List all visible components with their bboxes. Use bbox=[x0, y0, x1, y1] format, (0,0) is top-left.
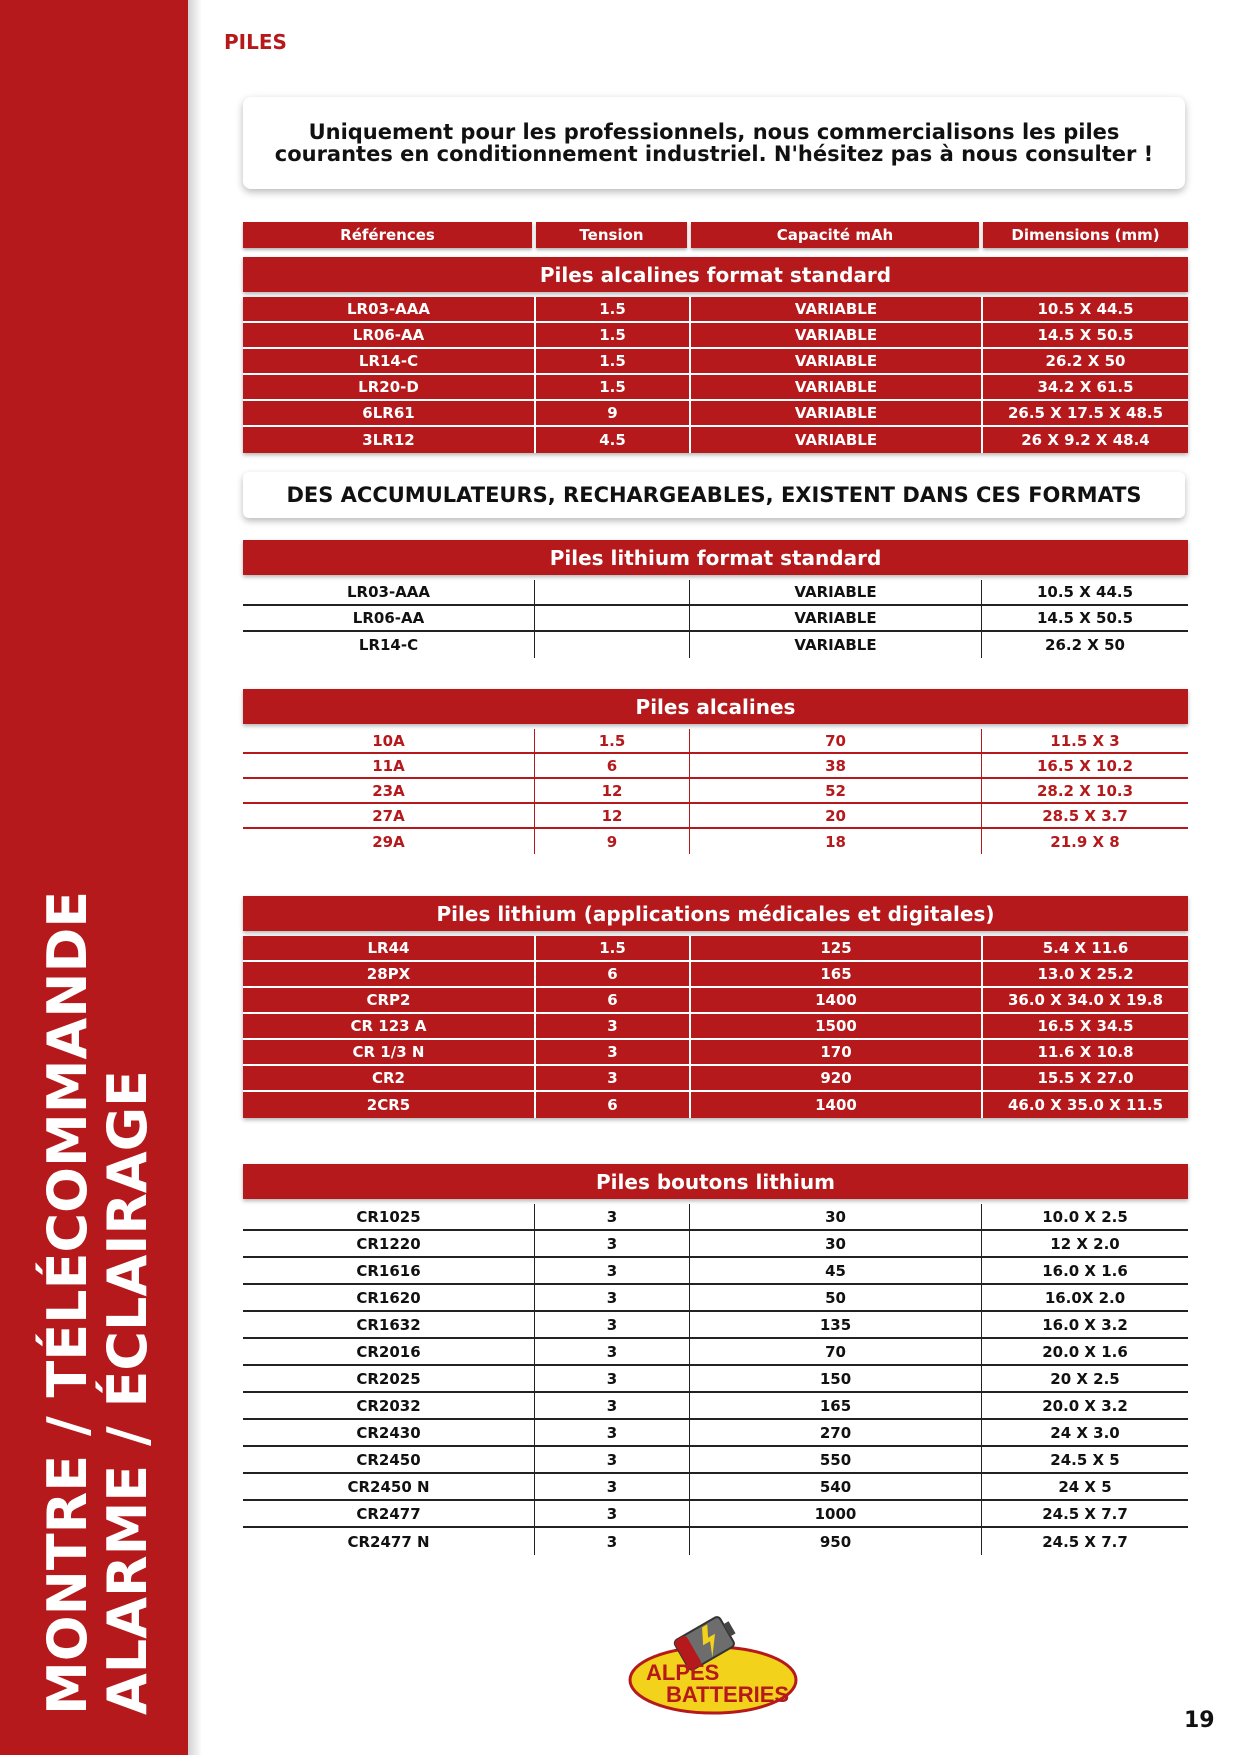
table-row bbox=[243, 427, 1188, 453]
cell-reference: CR2032 bbox=[356, 1396, 421, 1415]
side-title bbox=[38, 755, 158, 1715]
cell-dimensions: 16.0X 2.0 bbox=[981, 1285, 1188, 1310]
table-row bbox=[243, 1501, 1188, 1528]
page-number: 19 bbox=[1184, 1708, 1215, 1733]
cell-reference: LR06-AA bbox=[352, 326, 425, 344]
cell-tension: 12 bbox=[534, 779, 689, 802]
section-label: PILES bbox=[224, 30, 287, 54]
cell-reference: 11A bbox=[372, 756, 405, 775]
table-row bbox=[243, 1014, 1188, 1040]
cell-capacite: 540 bbox=[689, 1474, 981, 1499]
cell-dimensions: 24.5 X 7.7 bbox=[981, 1528, 1188, 1555]
cell-reference: CR 123 A bbox=[350, 1017, 427, 1035]
cell-reference: LR44 bbox=[367, 939, 410, 957]
cell-dimensions: 20 X 2.5 bbox=[981, 1366, 1188, 1391]
cell-capacite: 1500 bbox=[689, 1014, 981, 1038]
data-table bbox=[243, 936, 1188, 1118]
cell-dimensions: 16.5 X 34.5 bbox=[981, 1014, 1188, 1038]
cell-dimensions: 10.0 X 2.5 bbox=[981, 1204, 1188, 1229]
cell-capacite: 30 bbox=[689, 1204, 981, 1229]
cell-dimensions: 26.2 X 50 bbox=[981, 349, 1188, 373]
cell-reference: LR06-AA bbox=[352, 609, 425, 627]
side-title-line-2: ALARME / ÉCLAIRAGE bbox=[96, 1070, 159, 1715]
table-row bbox=[243, 1258, 1188, 1285]
cell-tension: 1.5 bbox=[534, 323, 689, 347]
cell-dimensions: 15.5 X 27.0 bbox=[981, 1066, 1188, 1090]
cell-reference: 23A bbox=[372, 781, 405, 800]
cell-reference: CR 1/3 N bbox=[352, 1043, 425, 1061]
cell-tension bbox=[534, 632, 689, 658]
cell-capacite: 920 bbox=[689, 1066, 981, 1090]
cell-dimensions: 13.0 X 25.2 bbox=[981, 962, 1188, 986]
cell-reference: 29A bbox=[372, 832, 405, 851]
cell-dimensions: 26.2 X 50 bbox=[981, 632, 1188, 658]
table-row bbox=[243, 729, 1188, 754]
section-title: Piles boutons lithium bbox=[243, 1164, 1188, 1199]
cell-reference: CRP2 bbox=[366, 991, 411, 1009]
cell-capacite: 50 bbox=[689, 1285, 981, 1310]
intro-text: Uniquement pour les professionnels, nous commercialisons les piles courantes en conditionnement industriel. N'hésitez pas à nous consulter ! bbox=[274, 120, 1154, 166]
section-boutons-lithium bbox=[243, 1164, 1188, 1555]
cell-capacite: VARIABLE bbox=[689, 323, 981, 347]
table-row bbox=[243, 1393, 1188, 1420]
cell-reference: LR03-AAA bbox=[346, 300, 431, 318]
logo-text-line2: BATTERIES bbox=[666, 1682, 790, 1707]
cell-tension: 3 bbox=[534, 1474, 689, 1499]
cell-dimensions: 24.5 X 7.7 bbox=[981, 1501, 1188, 1526]
cell-reference: CR2025 bbox=[356, 1369, 421, 1388]
column-headers bbox=[243, 222, 1188, 248]
alpes-batteries-logo bbox=[628, 1605, 798, 1717]
side-title-line-1: MONTRE / TÉLÉCOMMANDE bbox=[36, 890, 99, 1715]
cell-dimensions: 10.5 X 44.5 bbox=[981, 580, 1188, 604]
cell-tension: 3 bbox=[534, 1339, 689, 1364]
table-row bbox=[243, 1447, 1188, 1474]
cell-dimensions: 20.0 X 3.2 bbox=[981, 1393, 1188, 1418]
cell-tension: 3 bbox=[534, 1285, 689, 1310]
cell-reference: LR14-C bbox=[358, 636, 419, 654]
table-row bbox=[243, 779, 1188, 804]
cell-capacite: 1400 bbox=[689, 1092, 981, 1118]
table-row bbox=[243, 936, 1188, 962]
table-row bbox=[243, 1420, 1188, 1447]
table-row bbox=[243, 1231, 1188, 1258]
cell-tension: 3 bbox=[534, 1420, 689, 1445]
cell-dimensions: 12 X 2.0 bbox=[981, 1231, 1188, 1256]
table-row bbox=[243, 1474, 1188, 1501]
header-capacite: Capacité mAh bbox=[691, 222, 979, 248]
cell-capacite: 165 bbox=[689, 962, 981, 986]
table-row bbox=[243, 580, 1188, 606]
cell-reference: CR2477 N bbox=[347, 1532, 430, 1551]
cell-dimensions: 14.5 X 50.5 bbox=[981, 606, 1188, 630]
cell-capacite: 38 bbox=[689, 754, 981, 777]
cell-reference: LR20-D bbox=[358, 378, 419, 396]
section-title: Piles lithium format standard bbox=[243, 540, 1188, 575]
cell-dimensions: 28.2 X 10.3 bbox=[981, 779, 1188, 802]
cell-capacite: VARIABLE bbox=[689, 427, 981, 453]
data-table bbox=[243, 580, 1188, 658]
table-row bbox=[243, 401, 1188, 427]
cell-tension: 1.5 bbox=[534, 297, 689, 321]
cell-dimensions: 20.0 X 1.6 bbox=[981, 1339, 1188, 1364]
cell-dimensions: 24.5 X 5 bbox=[981, 1447, 1188, 1472]
table-row bbox=[243, 632, 1188, 658]
cell-reference: 28PX bbox=[366, 965, 411, 983]
cell-reference: 10A bbox=[372, 731, 405, 750]
table-row bbox=[243, 1040, 1188, 1066]
intro-box bbox=[243, 97, 1185, 189]
cell-tension: 9 bbox=[534, 401, 689, 425]
cell-capacite: 45 bbox=[689, 1258, 981, 1283]
cell-tension: 6 bbox=[534, 988, 689, 1012]
cell-tension: 1.5 bbox=[534, 936, 689, 960]
cell-capacite: 165 bbox=[689, 1393, 981, 1418]
table-row bbox=[243, 754, 1188, 779]
cell-reference: LR03-AAA bbox=[346, 583, 431, 601]
cell-tension: 6 bbox=[534, 1092, 689, 1118]
cell-tension: 1.5 bbox=[534, 375, 689, 399]
cell-reference: CR1025 bbox=[356, 1207, 421, 1226]
cell-dimensions: 14.5 X 50.5 bbox=[981, 323, 1188, 347]
header-dimensions: Dimensions (mm) bbox=[983, 222, 1188, 248]
cell-reference: 27A bbox=[372, 806, 405, 825]
cell-tension: 6 bbox=[534, 962, 689, 986]
cell-tension: 4.5 bbox=[534, 427, 689, 453]
cell-dimensions: 26 X 9.2 X 48.4 bbox=[981, 427, 1188, 453]
cell-reference: CR2 bbox=[372, 1069, 405, 1087]
cell-capacite: VARIABLE bbox=[689, 401, 981, 425]
cell-dimensions: 36.0 X 34.0 X 19.8 bbox=[981, 988, 1188, 1012]
cell-tension: 3 bbox=[534, 1501, 689, 1526]
table-row bbox=[243, 1092, 1188, 1118]
cell-capacite: 150 bbox=[689, 1366, 981, 1391]
section-lithium-standard bbox=[243, 540, 1188, 658]
cell-reference: CR1632 bbox=[356, 1315, 421, 1334]
table-row bbox=[243, 804, 1188, 829]
cell-tension: 1.5 bbox=[534, 349, 689, 373]
cell-dimensions: 21.9 X 8 bbox=[981, 829, 1188, 854]
cell-tension: 3 bbox=[534, 1447, 689, 1472]
header-tension: Tension bbox=[536, 222, 687, 248]
cell-tension: 3 bbox=[534, 1258, 689, 1283]
cell-capacite: 1000 bbox=[689, 1501, 981, 1526]
cell-dimensions: 16.5 X 10.2 bbox=[981, 754, 1188, 777]
table-row bbox=[243, 1528, 1188, 1555]
cell-reference: CR2430 bbox=[356, 1423, 421, 1442]
table-row bbox=[243, 962, 1188, 988]
cell-dimensions: 24 X 5 bbox=[981, 1474, 1188, 1499]
cell-capacite: 125 bbox=[689, 936, 981, 960]
cell-reference: LR14-C bbox=[358, 352, 419, 370]
cell-dimensions: 11.6 X 10.8 bbox=[981, 1040, 1188, 1064]
cell-dimensions: 34.2 X 61.5 bbox=[981, 375, 1188, 399]
logo-text-line1: ALPES bbox=[646, 1660, 720, 1685]
cell-dimensions: 16.0 X 1.6 bbox=[981, 1258, 1188, 1283]
cell-tension: 1.5 bbox=[534, 729, 689, 752]
cell-tension bbox=[534, 580, 689, 604]
cell-dimensions: 46.0 X 35.0 X 11.5 bbox=[981, 1092, 1188, 1118]
table-row bbox=[243, 297, 1188, 323]
data-table bbox=[243, 729, 1188, 854]
data-table bbox=[243, 1204, 1188, 1555]
cell-dimensions: 11.5 X 3 bbox=[981, 729, 1188, 752]
data-table bbox=[243, 297, 1188, 453]
cell-tension: 6 bbox=[534, 754, 689, 777]
cell-tension: 3 bbox=[534, 1040, 689, 1064]
cell-reference: 3LR12 bbox=[362, 431, 415, 449]
cell-tension: 9 bbox=[534, 829, 689, 854]
cell-capacite: 18 bbox=[689, 829, 981, 854]
table-row bbox=[243, 1066, 1188, 1092]
cell-reference: CR1620 bbox=[356, 1288, 421, 1307]
table-row bbox=[243, 1366, 1188, 1393]
cell-capacite: 30 bbox=[689, 1231, 981, 1256]
table-row bbox=[243, 349, 1188, 375]
notice-text: DES ACCUMULATEURS, RECHARGEABLES, EXISTENT DANS CES FORMATS bbox=[286, 483, 1142, 507]
header-references: Références bbox=[243, 222, 532, 248]
cell-tension: 3 bbox=[534, 1014, 689, 1038]
cell-capacite: 20 bbox=[689, 804, 981, 827]
table-row bbox=[243, 988, 1188, 1014]
cell-dimensions: 16.0 X 3.2 bbox=[981, 1312, 1188, 1337]
cell-capacite: 52 bbox=[689, 779, 981, 802]
cell-capacite: 550 bbox=[689, 1447, 981, 1472]
cell-reference: CR2016 bbox=[356, 1342, 421, 1361]
cell-capacite: VARIABLE bbox=[689, 632, 981, 658]
table-row bbox=[243, 375, 1188, 401]
cell-dimensions: 5.4 X 11.6 bbox=[981, 936, 1188, 960]
cell-tension: 3 bbox=[534, 1393, 689, 1418]
cell-dimensions: 10.5 X 44.5 bbox=[981, 297, 1188, 321]
table-row bbox=[243, 323, 1188, 349]
cell-dimensions: 28.5 X 3.7 bbox=[981, 804, 1188, 827]
section-title: Piles lithium (applications médicales et digitales) bbox=[243, 896, 1188, 931]
cell-reference: CR2477 bbox=[356, 1504, 421, 1523]
section-lithium-medicales bbox=[243, 896, 1188, 1118]
cell-reference: 6LR61 bbox=[362, 404, 415, 422]
cell-tension: 12 bbox=[534, 804, 689, 827]
section-title: Piles alcalines bbox=[243, 689, 1188, 724]
table-row bbox=[243, 1312, 1188, 1339]
cell-reference: 2CR5 bbox=[366, 1096, 411, 1114]
cell-reference: CR2450 bbox=[356, 1450, 421, 1469]
cell-tension: 3 bbox=[534, 1231, 689, 1256]
cell-capacite: VARIABLE bbox=[689, 606, 981, 630]
cell-reference: CR1616 bbox=[356, 1261, 421, 1280]
section-title: Piles alcalines format standard bbox=[243, 257, 1188, 292]
cell-dimensions: 26.5 X 17.5 X 48.5 bbox=[981, 401, 1188, 425]
side-band-shadow bbox=[188, 0, 202, 1755]
cell-tension: 3 bbox=[534, 1366, 689, 1391]
cell-capacite: 135 bbox=[689, 1312, 981, 1337]
cell-capacite: 70 bbox=[689, 1339, 981, 1364]
cell-tension: 3 bbox=[534, 1528, 689, 1555]
cell-capacite: VARIABLE bbox=[689, 580, 981, 604]
table-row bbox=[243, 1285, 1188, 1312]
cell-tension: 3 bbox=[534, 1312, 689, 1337]
cell-capacite: 70 bbox=[689, 729, 981, 752]
table-row bbox=[243, 606, 1188, 632]
table-row bbox=[243, 829, 1188, 854]
cell-reference: CR1220 bbox=[356, 1234, 421, 1253]
cell-capacite: VARIABLE bbox=[689, 297, 981, 321]
cell-capacite: VARIABLE bbox=[689, 349, 981, 373]
cell-capacite: 270 bbox=[689, 1420, 981, 1445]
cell-capacite: 950 bbox=[689, 1528, 981, 1555]
section-alcalines-standard bbox=[243, 257, 1188, 453]
rechargeable-notice bbox=[243, 472, 1185, 518]
cell-tension: 3 bbox=[534, 1204, 689, 1229]
cell-dimensions: 24 X 3.0 bbox=[981, 1420, 1188, 1445]
cell-capacite: 1400 bbox=[689, 988, 981, 1012]
section-alcalines bbox=[243, 689, 1188, 854]
cell-tension: 3 bbox=[534, 1066, 689, 1090]
cell-capacite: 170 bbox=[689, 1040, 981, 1064]
cell-tension bbox=[534, 606, 689, 630]
table-row bbox=[243, 1204, 1188, 1231]
cell-capacite: VARIABLE bbox=[689, 375, 981, 399]
cell-reference: CR2450 N bbox=[347, 1477, 430, 1496]
table-row bbox=[243, 1339, 1188, 1366]
